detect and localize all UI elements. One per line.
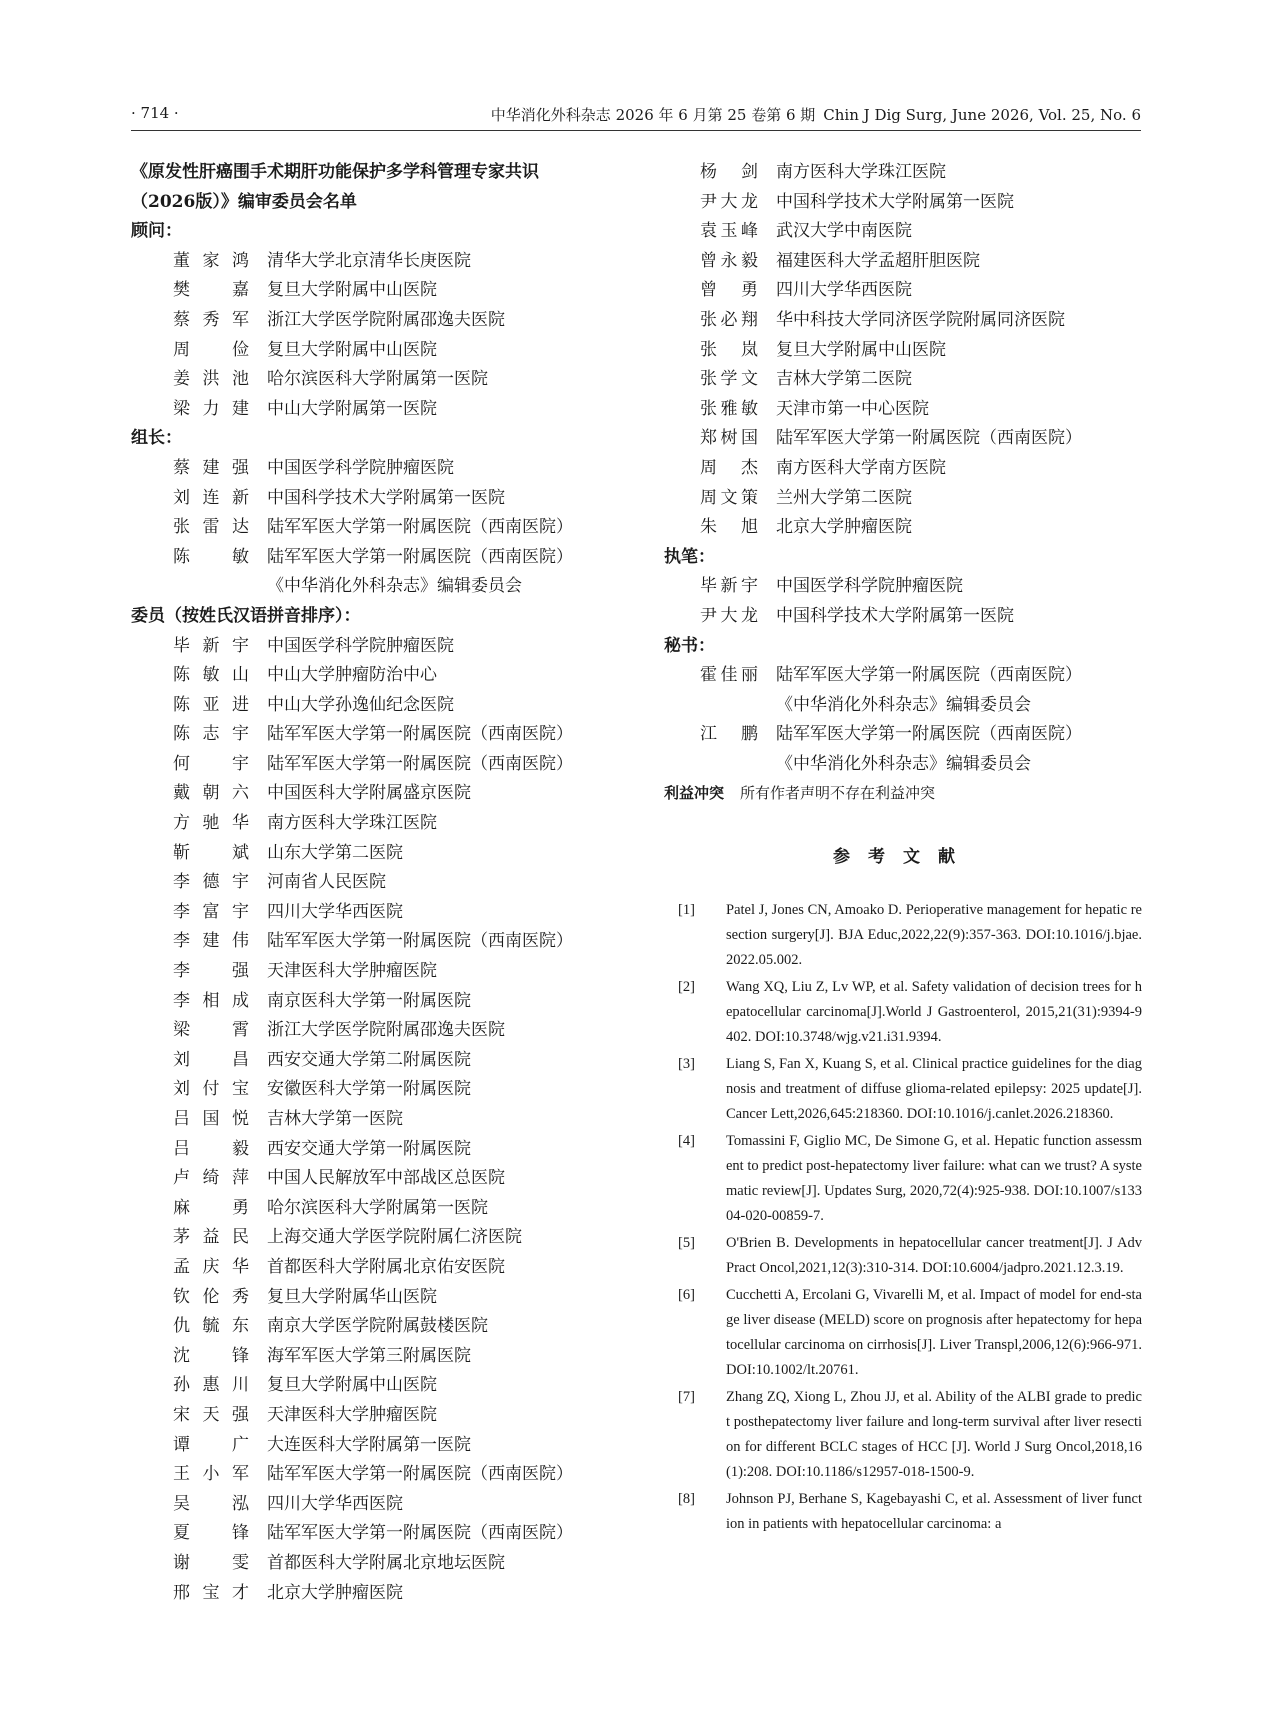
- member-row: [131, 1549, 631, 1579]
- leader-affiliation-continued: 《中华消化外科杂志》编辑委员会: [267, 576, 522, 597]
- reference-item: [664, 1129, 1142, 1229]
- member-institution: 天津市第一中心医院: [776, 398, 929, 419]
- member-institution: 中国医学科学院肿瘤医院: [776, 576, 963, 597]
- leaders-heading: 组长：: [131, 428, 182, 449]
- member-row: [131, 1519, 631, 1549]
- member-row: [131, 1283, 631, 1313]
- reference-text: Liang S, Fan X, Kuang S, et al. Clinical practice guidelines for the diagnosis and treatment of diffuse glioma-related epilepsy: 2025 update[J]. Cancer Lett,2026,645:218360. DOI:10.1016/j.canlet.2026.218360.: [726, 1056, 1142, 1122]
- member-institution: 陆军军医大学第一附属医院（西南医院）: [267, 724, 573, 745]
- references-heading: 参考文献: [833, 847, 973, 867]
- member-name: 张雷达: [173, 517, 249, 538]
- member-row: [664, 247, 1142, 277]
- member-name: 陈敏: [173, 546, 249, 567]
- member-institution: 天津医科大学肿瘤医院: [267, 961, 437, 982]
- members-list-left: [131, 632, 631, 1609]
- conflict-of-interest: [664, 779, 1142, 809]
- member-institution: 中国医科大学附属盛京医院: [267, 783, 471, 804]
- member-name: 卢绮萍: [173, 1168, 249, 1189]
- member-institution: 南京医科大学第一附属医院: [267, 990, 471, 1011]
- member-row: [131, 1312, 631, 1342]
- member-row: [131, 750, 631, 780]
- member-institution: 中国科学技术大学附属第一医院: [776, 605, 1014, 626]
- journal-name-en: Chin J Dig Surg, June 2026, Vol. 25, No. 6: [823, 106, 1141, 124]
- member-affiliation-continued: 《中华消化外科杂志》编辑委员会: [776, 694, 1031, 715]
- member-name: 茅益民: [173, 1227, 249, 1248]
- committee-title-line-1: 《原发性肝癌围手术期肝功能保护多学科管理专家共识: [131, 162, 539, 182]
- committee-title-line-2: （2026版）》编审委员会名单: [131, 191, 357, 212]
- member-name: 朱旭: [700, 517, 758, 538]
- member-row: [131, 1194, 631, 1224]
- member-institution: 哈尔滨医科大学附属第一医院: [267, 369, 488, 390]
- reference-item: [664, 1487, 1142, 1537]
- page-number: · 714 ·: [131, 104, 179, 122]
- member-name: 袁玉峰: [700, 221, 758, 242]
- member-name: 周俭: [173, 339, 249, 360]
- member-institution: 大连医科大学附属第一医院: [267, 1434, 471, 1455]
- member-name: 曾勇: [700, 280, 758, 301]
- member-institution: 中国医学科学院肿瘤医院: [267, 635, 454, 656]
- member-row: [131, 1253, 631, 1283]
- member-row: [131, 543, 631, 573]
- member-row: [664, 720, 1142, 750]
- reference-text: Tomassini F, Giglio MC, De Simone G, et al. Hepatic function assessment to predict post-hepatectomy liver failure: what can we trust? A systematic review[J]. Updates Surg, 2020,72(4):925-938. DOI:10.1007/s13304-020-00859-7.: [726, 1133, 1142, 1224]
- member-name: 周杰: [700, 457, 758, 478]
- member-name: 江鹏: [700, 724, 758, 745]
- member-row: [131, 1371, 631, 1401]
- member-row: [664, 365, 1142, 395]
- member-name: 李强: [173, 961, 249, 982]
- member-row: [131, 395, 631, 425]
- member-institution: 陆军军医大学第一附属医院（西南医院）: [267, 753, 573, 774]
- left-column: [131, 158, 631, 1608]
- member-institution: 华中科技大学同济医学院附属同济医院: [776, 309, 1065, 330]
- member-row: [131, 720, 631, 750]
- member-institution: 清华大学北京清华长庚医院: [267, 250, 471, 271]
- member-institution: 中山大学肿瘤防治中心: [267, 665, 437, 686]
- writers-list: [664, 572, 1142, 631]
- member-name: 张雅敏: [700, 398, 758, 419]
- writers-heading: 执笔：: [664, 546, 715, 567]
- conflict-label: 利益冲突: [664, 784, 725, 803]
- member-row: [664, 217, 1142, 247]
- reference-number: [2]: [678, 979, 695, 995]
- members-heading: 委员（按姓氏汉语拼音排序）：: [131, 605, 361, 626]
- member-institution: 武汉大学中南医院: [776, 221, 912, 242]
- member-name: 孙惠川: [173, 1375, 249, 1396]
- reference-number: [1]: [678, 902, 695, 918]
- reference-text: Johnson PJ, Berhane S, Kagebayashi C, et al. Assessment of liver function in patients with hepatocellular carcinoma: a: [726, 1491, 1142, 1532]
- member-institution: 复旦大学附属中山医院: [267, 339, 437, 360]
- member-row: [131, 632, 631, 662]
- member-institution: 南方医科大学珠江医院: [267, 813, 437, 834]
- reference-number: [8]: [678, 1491, 695, 1507]
- member-name: 钦伦秀: [173, 1286, 249, 1307]
- member-institution: 吉林大学第一医院: [267, 1109, 403, 1129]
- member-row: [131, 247, 631, 277]
- member-row: [131, 306, 631, 336]
- reference-number: [6]: [678, 1287, 695, 1303]
- member-row: [664, 188, 1142, 218]
- member-name: 宋天强: [173, 1404, 249, 1425]
- member-row: [664, 454, 1142, 484]
- member-institution: 天津医科大学肿瘤医院: [267, 1404, 437, 1425]
- member-institution: 四川大学华西医院: [776, 280, 912, 301]
- member-row: [664, 276, 1142, 306]
- member-row: [131, 454, 631, 484]
- member-row: [131, 1016, 631, 1046]
- member-institution: 南方医科大学南方医院: [776, 457, 946, 478]
- member-institution: 中山大学附属第一医院: [267, 398, 437, 419]
- member-institution: 陆军军医大学第一附属医院（西南医院）: [267, 546, 573, 567]
- member-name: 霍佳丽: [700, 665, 758, 686]
- member-row: [664, 424, 1142, 454]
- member-institution: 陆军军医大学第一附属医院（西南医院）: [267, 1523, 573, 1544]
- member-institution: 陆军军医大学第一附属医院（西南医院）: [267, 1464, 573, 1485]
- member-row: [131, 1490, 631, 1520]
- member-row: [131, 1046, 631, 1076]
- member-row: [664, 484, 1142, 514]
- secretaries-heading: 秘书：: [664, 635, 715, 656]
- reference-text: Zhang ZQ, Xiong L, Zhou JJ, et al. Ability of the ALBI grade to predict posthepatectomy liver failure and long-term survival after liver resection for different BCLC stages of HCC [J]. World J Surg Oncol,2018,16(1):208. DOI:10.1186/s12957-018-1500-9.: [726, 1389, 1142, 1480]
- reference-text: O'Brien B. Developments in hepatocellular cancer treatment[J]. J Adv Pract Oncol,2021,12(3):310-314. DOI:10.6004/jadpro.2021.12.3.19.: [726, 1235, 1142, 1276]
- member-institution: 海军军医大学第三附属医院: [267, 1345, 471, 1366]
- member-row: [131, 839, 631, 869]
- reference-item: [664, 1283, 1142, 1383]
- member-institution: 哈尔滨医科大学附属第一医院: [267, 1197, 488, 1218]
- member-name: 张学文: [700, 369, 758, 390]
- member-institution: 河南省人民医院: [267, 872, 386, 893]
- member-row: [131, 1075, 631, 1105]
- member-name: 陈敏山: [173, 665, 249, 686]
- member-institution: 中山大学孙逸仙纪念医院: [267, 694, 454, 715]
- member-institution: 浙江大学医学院附属邵逸夫医院: [267, 309, 505, 330]
- member-name: 王小军: [173, 1464, 249, 1485]
- member-name: 刘付宝: [173, 1079, 249, 1100]
- running-header: [131, 104, 1141, 131]
- reference-number: [3]: [678, 1056, 695, 1072]
- member-name: 蔡秀军: [173, 309, 249, 330]
- member-name: 姜洪池: [173, 369, 249, 390]
- member-row: [131, 1164, 631, 1194]
- secretaries-list: [664, 661, 1142, 779]
- member-name: 曾永毅: [700, 250, 758, 271]
- member-row: [664, 395, 1142, 425]
- member-name: 张岚: [700, 339, 758, 360]
- member-institution: 首都医科大学附属北京佑安医院: [267, 1256, 505, 1277]
- member-row: [131, 276, 631, 306]
- member-name: 尹大龙: [700, 605, 758, 626]
- member-row: [131, 336, 631, 366]
- member-row: [664, 602, 1142, 632]
- member-row: [131, 1579, 631, 1609]
- member-name: 李富宇: [173, 901, 249, 922]
- member-name: 谭广: [173, 1434, 249, 1455]
- member-institution: 复旦大学附属中山医院: [267, 1375, 437, 1396]
- member-row: [131, 868, 631, 898]
- member-institution: 安徽医科大学第一附属医院: [267, 1079, 471, 1100]
- member-name: 陈亚进: [173, 694, 249, 715]
- member-name: 靳斌: [173, 842, 249, 863]
- member-institution: 西安交通大学第一附属医院: [267, 1138, 471, 1159]
- member-institution: 北京大学肿瘤医院: [267, 1582, 403, 1603]
- reference-item: [664, 1231, 1142, 1281]
- reference-text: Patel J, Jones CN, Amoako D. Perioperative management for hepatic resection surgery[J]. BJA Educ,2022,22(9):357-363. DOI:10.1016/j.bjae.2022.05.002.: [726, 902, 1142, 968]
- member-name: 梁霄: [173, 1020, 249, 1041]
- journal-name-cn: 中华消化外科杂志 2026 年 6 月第 25 卷第 6 期: [490, 106, 816, 124]
- member-institution: 北京大学肿瘤医院: [776, 517, 912, 538]
- member-row: [131, 661, 631, 691]
- member-row: [131, 691, 631, 721]
- member-row: [131, 1431, 631, 1461]
- member-institution: 中国人民解放军中部战区总医院: [267, 1168, 505, 1189]
- member-name: 沈锋: [173, 1345, 249, 1366]
- member-name: 仇毓东: [173, 1316, 249, 1337]
- right-column: [664, 158, 1142, 809]
- member-name: 张必翔: [700, 309, 758, 330]
- member-name: 李德宇: [173, 872, 249, 893]
- member-institution: 复旦大学附属华山医院: [267, 1286, 437, 1307]
- member-name: 李相成: [173, 990, 249, 1011]
- member-name: 杨剑: [700, 162, 758, 182]
- member-institution: 中国科学技术大学附属第一医院: [776, 191, 1014, 212]
- member-row: [131, 484, 631, 514]
- reference-item: [664, 898, 1142, 973]
- member-row: [664, 572, 1142, 602]
- member-row: [664, 306, 1142, 336]
- member-name: 梁力建: [173, 398, 249, 419]
- member-institution: 山东大学第二医院: [267, 842, 403, 863]
- reference-text: Wang XQ, Liu Z, Lv WP, et al. Safety validation of decision trees for hepatocellular carcinoma[J].World J Gastroenterol, 2015,21(31):9394-9402. DOI:10.3748/wjg.v21.i31.9394.: [726, 979, 1142, 1045]
- conflict-text: 所有作者声明不存在利益冲突: [740, 784, 936, 803]
- member-institution: 复旦大学附属中山医院: [267, 280, 437, 301]
- member-name: 毕新宇: [700, 576, 758, 597]
- reference-item: [664, 1052, 1142, 1127]
- member-row: [131, 1105, 631, 1135]
- member-institution: 陆军军医大学第一附属医院（西南医院）: [776, 724, 1082, 745]
- member-institution: 吉林大学第二医院: [776, 369, 912, 390]
- members-list-right: [664, 158, 1142, 543]
- member-institution: 首都医科大学附属北京地坛医院: [267, 1552, 505, 1573]
- reference-number: [4]: [678, 1133, 695, 1149]
- advisors-heading: 顾问：: [131, 221, 182, 242]
- member-row: [664, 513, 1142, 543]
- member-row: [664, 336, 1142, 366]
- member-name: 夏锋: [173, 1523, 249, 1544]
- member-row: [131, 1223, 631, 1253]
- member-institution: 陆军军医大学第一附属医院（西南医院）: [267, 931, 573, 952]
- member-institution: 陆军军医大学第一附属医院（西南医院）: [776, 665, 1082, 686]
- member-name: 方驰华: [173, 813, 249, 834]
- reference-text: Cucchetti A, Ercolani G, Vivarelli M, et al. Impact of model for end-stage liver disease (MELD) score on prognosis after hepatectomy for hepatocellular carcinoma on cirrhosis[J]. Liver Transpl,2006,12(6):966-971. DOI:10.1002/lt.20761.: [726, 1287, 1142, 1378]
- member-institution: 浙江大学医学院附属邵逸夫医院: [267, 1020, 505, 1041]
- member-row: [131, 1401, 631, 1431]
- member-name: 麻勇: [173, 1197, 249, 1218]
- member-institution: 中国医学科学院肿瘤医院: [267, 457, 454, 478]
- references-list: [664, 898, 1142, 1539]
- member-name: 尹大龙: [700, 191, 758, 212]
- member-row: [131, 987, 631, 1017]
- member-institution: 四川大学华西医院: [267, 1493, 403, 1514]
- member-institution: 南京大学医学院附属鼓楼医院: [267, 1316, 488, 1337]
- reference-number: [5]: [678, 1235, 695, 1251]
- journal-citation: [491, 104, 1141, 125]
- member-row: [131, 779, 631, 809]
- member-institution: 兰州大学第二医院: [776, 487, 912, 508]
- member-row: [131, 898, 631, 928]
- member-name: 樊嘉: [173, 280, 249, 301]
- member-row: [131, 1342, 631, 1372]
- member-row: [131, 809, 631, 839]
- member-row: [131, 513, 631, 543]
- reference-number: [7]: [678, 1389, 695, 1405]
- member-institution: 陆军军医大学第一附属医院（西南医院）: [267, 517, 573, 538]
- member-name: 刘昌: [173, 1049, 249, 1070]
- member-name: 毕新宇: [173, 635, 249, 656]
- member-name: 蔡建强: [173, 457, 249, 478]
- member-row: [131, 1460, 631, 1490]
- member-row: [131, 927, 631, 957]
- member-name: 李建伟: [173, 931, 249, 952]
- member-row: [131, 1135, 631, 1165]
- member-institution: 中国科学技术大学附属第一医院: [267, 487, 505, 508]
- member-name: 吕毅: [173, 1138, 249, 1159]
- reference-item: [664, 975, 1142, 1050]
- member-name: 何宇: [173, 753, 249, 774]
- member-row: [131, 957, 631, 987]
- member-institution: 西安交通大学第二附属医院: [267, 1049, 471, 1070]
- member-name: 邢宝才: [173, 1582, 249, 1603]
- member-row: [664, 158, 1142, 188]
- member-institution: 上海交通大学医学院附属仁济医院: [267, 1227, 522, 1248]
- member-name: 吕国悦: [173, 1109, 249, 1129]
- advisors-list: [131, 247, 631, 425]
- reference-item: [664, 1385, 1142, 1485]
- member-name: 戴朝六: [173, 783, 249, 804]
- member-name: 郑树国: [700, 428, 758, 449]
- member-name: 周文策: [700, 487, 758, 508]
- member-name: 陈志宇: [173, 724, 249, 745]
- member-affiliation-continued: 《中华消化外科杂志》编辑委员会: [776, 753, 1031, 774]
- member-row: [664, 661, 1142, 691]
- member-institution: 陆军军医大学第一附属医院（西南医院）: [776, 428, 1082, 449]
- member-name: 吴泓: [173, 1493, 249, 1514]
- member-institution: 南方医科大学珠江医院: [776, 162, 946, 182]
- member-row: [131, 365, 631, 395]
- member-name: 董家鸿: [173, 250, 249, 271]
- member-name: 孟庆华: [173, 1256, 249, 1277]
- member-name: 谢雯: [173, 1552, 249, 1573]
- member-institution: 四川大学华西医院: [267, 901, 403, 922]
- member-institution: 福建医科大学孟超肝胆医院: [776, 250, 980, 271]
- leaders-list: [131, 454, 631, 572]
- member-institution: 复旦大学附属中山医院: [776, 339, 946, 360]
- member-name: 刘连新: [173, 487, 249, 508]
